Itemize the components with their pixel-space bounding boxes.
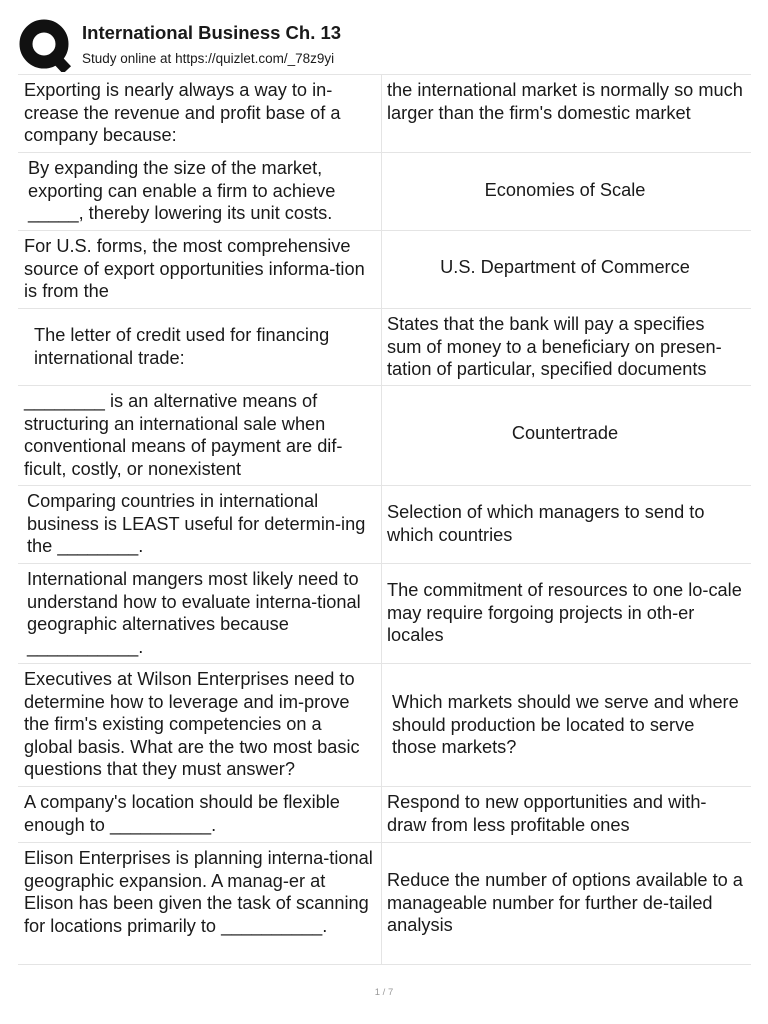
- term-text: International mangers most likely need to understand how to evaluate interna-tional geographic alternatives because ___________.: [27, 569, 361, 657]
- definition-text: States that the bank will pay a specifies sum of money to a beneficiary on presen-tation of particular, specified documents: [387, 314, 722, 379]
- term-text: For U.S. forms, the most comprehensive source of export opportunities informa-tion is from the: [24, 236, 365, 301]
- flashcard-row: [18, 74, 751, 153]
- definition-cell: [382, 564, 751, 663]
- term-text: The letter of credit used for financing international trade:: [34, 325, 330, 368]
- definition-text: Economies of Scale: [484, 180, 646, 200]
- page-indicator: 1 / 7: [374, 987, 394, 998]
- definition-text: Respond to new opportunities and with-draw from less profitable ones: [387, 792, 707, 835]
- term-text: Executives at Wilson Enterprises need to determine how to leverage and im-prove the firm's existing competencies on a global basis. What are the two most basic questions that they must answer?: [24, 669, 360, 779]
- definition-text: Countertrade: [511, 423, 619, 443]
- term-cell: [18, 386, 382, 485]
- term-cell: [18, 231, 382, 308]
- definition-text: The commitment of resources to one lo-cale may require forgoing projects in oth-er locales: [387, 580, 742, 645]
- definition-text: Selection of which managers to send to which countries: [387, 502, 705, 545]
- term-cell: [18, 486, 382, 563]
- term-cell: [18, 75, 382, 152]
- quizlet-logo-icon: [18, 18, 72, 72]
- flashcard-row: [18, 231, 751, 309]
- flashcard-row: [18, 486, 751, 564]
- term-cell: [18, 787, 382, 842]
- term-text: ________ is an alternative means of structuring an international sale when conventional means of payment are dif-ficult, costly, or nonexistent: [24, 391, 343, 479]
- term-cell: [18, 309, 382, 385]
- definition-cell: [382, 386, 751, 485]
- definition-cell: [382, 231, 751, 308]
- term-cell: [18, 843, 382, 964]
- header: [0, 0, 768, 74]
- study-online-link[interactable]: Study online at https://quizlet.com/_78z9yi: [82, 51, 335, 66]
- flashcard-row: [18, 564, 751, 664]
- definition-cell: [382, 75, 751, 152]
- flashcard-row: [18, 787, 751, 843]
- term-text: Elison Enterprises is planning interna-tional geographic expansion. A manag-er at Elison has been given the task of scanning for locations primarily to __________.: [24, 848, 373, 936]
- flashcard-list: [18, 74, 751, 965]
- set-title: International Business Ch. 13: [82, 22, 342, 43]
- definition-cell: [382, 787, 751, 842]
- definition-cell: [382, 153, 751, 230]
- term-text: Exporting is nearly always a way to in-crease the revenue and profit base of a company because:: [24, 80, 341, 145]
- term-cell: [18, 564, 382, 663]
- definition-text: the international market is normally so much larger than the firm's domestic market: [387, 80, 743, 123]
- definition-cell: [382, 664, 751, 786]
- term-cell: [18, 664, 382, 786]
- definition-text: Which markets should we serve and where should production be located to serve those markets?: [392, 692, 739, 757]
- definition-cell: [382, 486, 751, 563]
- term-text: Comparing countries in international business is LEAST useful for determin-ing the ________.: [27, 491, 366, 556]
- flashcard-row: [18, 843, 751, 965]
- term-text: A company's location should be flexible enough to __________.: [24, 792, 340, 835]
- quizlet-q-logo-icon: [18, 18, 72, 72]
- definition-cell: [382, 309, 751, 385]
- flashcard-row: [18, 664, 751, 787]
- definition-text: U.S. Department of Commerce: [440, 257, 690, 277]
- definition-cell: [382, 843, 751, 964]
- definition-text: Reduce the number of options available to a manageable number for further de-tailed analysis: [387, 870, 743, 935]
- flashcard-row: [18, 386, 751, 486]
- flashcard-row: [18, 309, 751, 386]
- term-text: By expanding the size of the market, exporting can enable a firm to achieve _____, thereby lowering its unit costs.: [28, 158, 336, 223]
- flashcard-row: [18, 153, 751, 231]
- term-cell: [18, 153, 382, 230]
